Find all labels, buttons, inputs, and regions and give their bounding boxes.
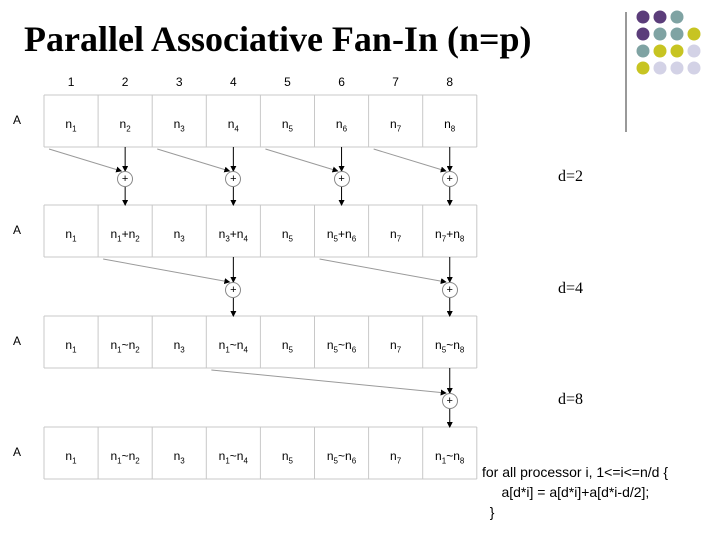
fan-in-arrow <box>103 259 229 282</box>
row-label: A <box>13 113 22 127</box>
fan-in-arrow <box>320 259 446 282</box>
column-index: 7 <box>392 75 399 89</box>
row-label: A <box>13 334 22 348</box>
step-label: d=4 <box>558 280 584 297</box>
array-cell: $n_7$ <box>390 448 402 466</box>
step-label: d=2 <box>558 168 584 185</box>
code-line-1: for all processor i, 1<=i<=n/d { <box>482 464 668 480</box>
fan-in-arrow <box>265 149 337 171</box>
array-cell: $n_3$ <box>173 116 185 134</box>
array-cell: $n_1\sim n_4$ <box>218 337 248 355</box>
plus-node: + <box>334 171 350 187</box>
column-index: 8 <box>446 75 454 89</box>
plus-node: + <box>225 282 241 298</box>
array-cell: $n_1$ <box>65 116 77 134</box>
array-cell: $n_3$ <box>173 226 185 244</box>
array-cell: $n_6$ <box>335 116 348 134</box>
array-cell: $n_5$ <box>281 116 293 134</box>
fan-in-arrow <box>49 149 121 171</box>
array-cell: $n_1\sim n_2$ <box>110 337 140 355</box>
array-cell: $n_5\sim n_6$ <box>326 337 357 355</box>
code-line-2: a[d*i] = a[d*i]+a[d*i-d/2]; <box>482 484 650 500</box>
array-cell: $n_1$ <box>65 226 77 244</box>
plus-node: + <box>442 393 458 409</box>
fan-in-arrow <box>157 149 229 171</box>
array-cell: $n_3$ <box>173 337 185 355</box>
array-cell: $n_7+n_8$ <box>435 226 465 244</box>
column-index: 3 <box>175 75 183 89</box>
column-index: 4 <box>230 75 237 89</box>
array-cell: $n_2$ <box>119 116 131 134</box>
row-label: A <box>13 223 22 237</box>
array-cell: $n_1\sim n_2$ <box>110 448 140 466</box>
array-cell: $n_5+n_6$ <box>326 226 357 244</box>
fan-in-arrow <box>211 370 445 393</box>
plus-node: + <box>442 282 458 298</box>
array-cell: $n_5$ <box>281 226 293 244</box>
array-cell: $n_5$ <box>281 448 293 466</box>
column-index: 5 <box>284 75 291 89</box>
array-cell: $n_3+n_4$ <box>218 226 248 244</box>
column-index: 2 <box>121 75 129 89</box>
array-cell: $n_8$ <box>444 116 456 134</box>
plus-node: + <box>225 171 241 187</box>
array-cell: $n_7$ <box>390 116 402 134</box>
array-cell: $n_5$ <box>281 337 293 355</box>
column-index: 6 <box>338 75 345 89</box>
array-cell: $n_1$ <box>65 448 77 466</box>
code-line-3: } <box>482 504 495 520</box>
array-cell: $n_3$ <box>173 448 185 466</box>
row-label: A <box>13 445 22 459</box>
array-cell: $n_4$ <box>227 116 239 134</box>
step-label: d=8 <box>558 391 584 408</box>
array-cell: $n_7$ <box>390 337 402 355</box>
array-cell: $n_7$ <box>390 226 402 244</box>
fan-in-arrow <box>374 149 446 171</box>
array-cell: $n_1+n_2$ <box>110 226 140 244</box>
array-cell: $n_1$ <box>65 337 77 355</box>
plus-node: + <box>442 171 458 187</box>
code-block <box>482 462 668 522</box>
array-cell: $n_5\sim n_8$ <box>435 337 465 355</box>
array-cell: $n_5\sim n_6$ <box>326 448 357 466</box>
array-cell: $n_1\sim n_4$ <box>218 448 248 466</box>
array-cell: $n_1\sim n_8$ <box>435 448 465 466</box>
column-index: 1 <box>67 75 75 89</box>
page-title: Parallel Associative Fan-In (n=p) <box>24 19 532 59</box>
plus-node: + <box>117 171 133 187</box>
